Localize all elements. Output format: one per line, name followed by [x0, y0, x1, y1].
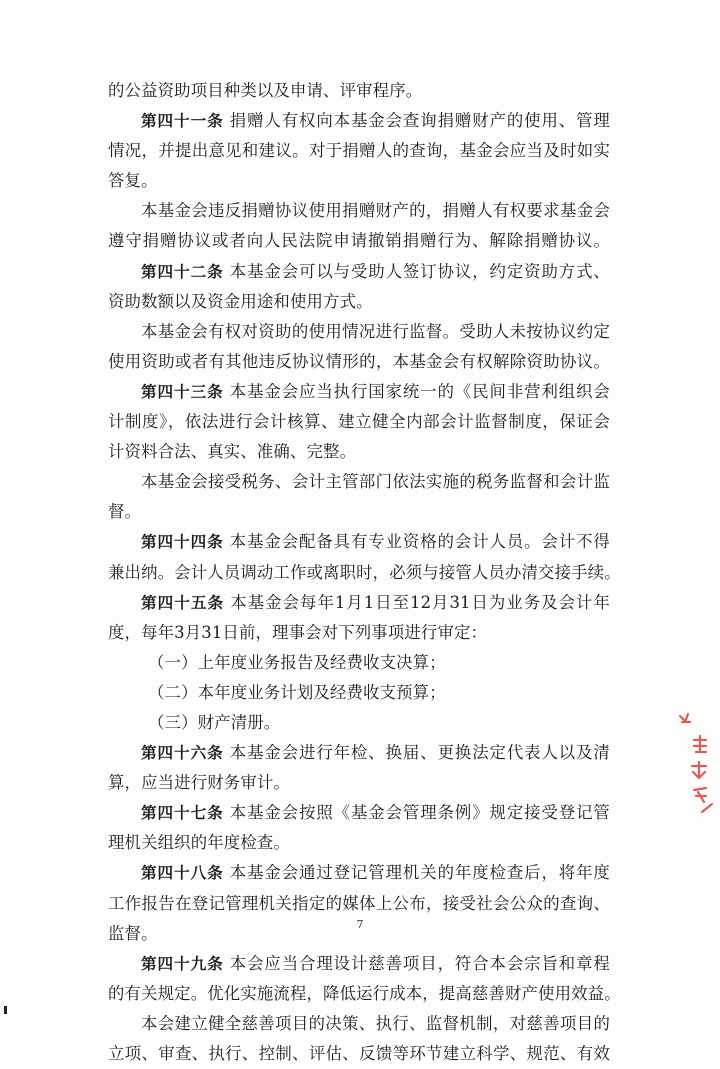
- text-line: 监督。: [108, 923, 158, 943]
- article-heading: 第四十七条: [141, 804, 224, 823]
- text-line: 督。: [108, 502, 142, 522]
- list-item: （二）本年度业务计划及经费收支预算；: [148, 682, 446, 702]
- article-heading: 第四十一条: [141, 112, 224, 131]
- text-line: 理机关组织的年度检查。: [108, 833, 290, 853]
- article-41-line: 第四十一条 捐赠人有权向本基金会查询捐赠财产的使用、管理: [141, 111, 610, 131]
- article-42-line: 第四十二条 本基金会可以与受助人签订协议，约定资助方式、: [141, 261, 610, 281]
- text-line: 情况，并提出意见和建议。对于捐赠人的查询，基金会应当及时如实: [108, 141, 610, 161]
- article-48-line: 第四十八条 本基金会通过登记管理机关的年度检查后，将年度: [141, 863, 610, 883]
- scan-mark: [4, 1006, 7, 1014]
- text-line: 遵守捐赠协议或者向人民法院申请撤销捐赠行为、解除捐赠协议。: [108, 231, 610, 251]
- page-number: 7: [356, 918, 364, 931]
- list-item: （一）上年度业务报告及经费收支决算；: [148, 652, 446, 672]
- text-line: 计资料合法、真实、准确、完整。: [108, 442, 357, 462]
- text-line: 的有关规定。优化实施流程，降低运行成本，提高慈善财产使用效益。: [108, 983, 621, 1003]
- article-44-line: 第四十四条 本基金会配备具有专业资格的会计人员。会计不得: [141, 532, 610, 552]
- article-heading: 第四十五条: [141, 593, 225, 612]
- article-47-line: 第四十七条 本基金会按照《基金会管理条例》规定接受登记管: [141, 803, 610, 823]
- text-line: 答复。: [108, 171, 158, 191]
- article-heading: 第四十三条: [141, 382, 224, 401]
- text-line: 本基金会接受税务、会计主管部门依法实施的税务监督和会计监: [141, 472, 610, 492]
- article-heading: 第四十二条: [141, 262, 224, 281]
- text-line: 计制度》，依法进行会计核算、建立健全内部会计监督制度，保证会: [108, 412, 610, 432]
- article-heading: 第四十八条: [141, 864, 224, 883]
- text-line: 的公益资助项目种类以及申请、评审程序。: [108, 81, 423, 100]
- list-item: （三）财产清册。: [148, 712, 281, 732]
- article-heading: 第四十九条: [141, 954, 224, 973]
- text-line: 使用资助或者有其他违反协议情形的，本基金会有权解除资助协议。: [108, 351, 610, 371]
- text-line: 资助数额以及资金用途和使用方式。: [108, 291, 373, 311]
- text-line: 立项、审查、执行、控制、评估、反馈等环节建立科学、规范、有效: [108, 1044, 610, 1063]
- text-line: 本会建立健全慈善项目的决策、执行、监督机制，对慈善项目的: [141, 1013, 610, 1033]
- article-45-line: 第四十五条 本基金会每年1月1日至12月31日为业务及会计年: [141, 592, 610, 612]
- text-line: 兼出纳。会计人员调动工作或离职时，必须与接管人员办清交接手续。: [108, 562, 621, 582]
- text-line: 工作报告在登记管理机关指定的媒体上公布，接受社会公众的查询、: [108, 893, 610, 913]
- article-heading: 第四十六条: [141, 744, 224, 763]
- text-line: 度，每年3月31日前，理事会对下列事项进行审定：: [108, 622, 488, 642]
- article-heading: 第四十四条: [141, 533, 224, 552]
- text-line: 本基金会有权对资助的使用情况进行监督。受助人未按协议约定: [141, 321, 610, 341]
- seal-stamp-fragment: [672, 708, 720, 820]
- article-43-line: 第四十三条 本基金会应当执行国家统一的《民间非营利组织会: [141, 381, 610, 401]
- text-line: 本基金会违反捐赠协议使用捐赠财产的，捐赠人有权要求基金会: [141, 201, 610, 221]
- text-line: 算，应当进行财务审计。: [108, 773, 290, 793]
- article-46-line: 第四十六条 本基金会进行年检、换届、更换法定代表人以及清: [141, 743, 610, 763]
- article-49-line: 第四十九条 本会应当合理设计慈善项目，符合本会宗旨和章程: [141, 953, 610, 973]
